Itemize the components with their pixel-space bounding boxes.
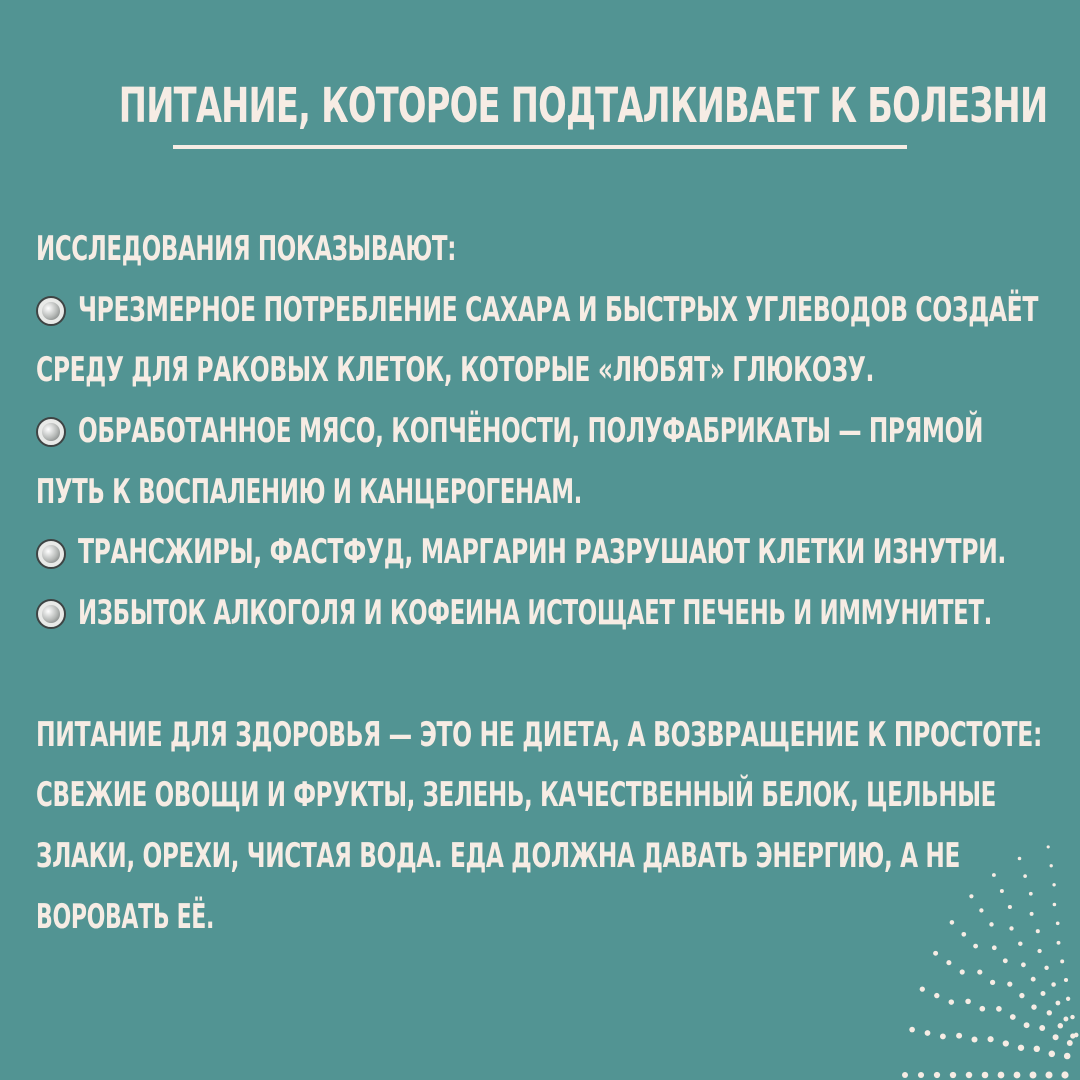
research-item-2: ОБРАБОТАННОЕ МЯСО, КОПЧЁНОСТИ, ПОЛУФАБРИКАТЫ — ПРЯМОЙ <box>36 401 1046 462</box>
pattern-dot <box>998 1072 1005 1079</box>
pattern-dot <box>1060 959 1064 963</box>
pattern-dot <box>1007 981 1012 986</box>
post-title: ПИТАНИЕ, КОТОРОЕ ПОДТАЛКИВАЕТ К БОЛЕЗНИ <box>118 78 1048 134</box>
pattern-dot <box>1040 991 1045 996</box>
pattern-dot <box>1031 977 1036 982</box>
pattern-dot <box>1058 1023 1063 1028</box>
pattern-dot <box>996 1006 1002 1012</box>
pattern-dot <box>1024 1022 1030 1028</box>
pattern-dot <box>934 993 939 998</box>
pattern-dot <box>979 1006 985 1012</box>
radio-bullet-icon <box>36 417 66 447</box>
pattern-dot <box>940 1033 946 1039</box>
pattern-dot <box>1047 1010 1052 1015</box>
pattern-dot <box>1003 1040 1009 1046</box>
pattern-dot <box>934 1072 940 1078</box>
research-item-1-continuation: СРЕДУ ДЛЯ РАКОВЫХ КЛЕТОК, КОТОРЫЕ «ЛЮБЯТ» ГЛЮКОЗУ. <box>36 350 874 391</box>
pattern-dot <box>1047 845 1050 848</box>
pattern-dot <box>1066 997 1070 1001</box>
pattern-dot <box>1053 1034 1059 1040</box>
pattern-dot <box>1050 864 1053 867</box>
pattern-dot <box>1003 958 1008 963</box>
pattern-dot <box>982 1072 989 1079</box>
conclusion-line-4: ВОРОВАТЬ ЕЁ. <box>36 896 214 937</box>
pattern-dot <box>920 986 925 991</box>
pattern-dot <box>918 1072 924 1078</box>
pattern-dot <box>1056 921 1060 925</box>
pattern-dot <box>977 970 982 975</box>
pattern-dot <box>1021 962 1026 967</box>
pattern-dot <box>1061 1071 1068 1078</box>
pattern-dot <box>990 980 995 985</box>
conclusion-line-1: ПИТАНИЕ ДЛЯ ЗДОРОВЬЯ — ЭТО НЕ ДИЕТА, А ВОЗВРАЩЕНИЕ К ПРОСТОТЕ: <box>36 714 1042 755</box>
radio-bullet-icon <box>36 599 66 629</box>
pattern-dot <box>971 1036 977 1042</box>
pattern-dot <box>965 999 971 1005</box>
pattern-dot <box>1049 1051 1056 1058</box>
research-item-3: ТРАНСЖИРЫ, ФАСТФУД, МАРГАРИН РАЗРУШАЮТ КЛЕТКИ ИЗНУТРИ. <box>36 522 1046 583</box>
pattern-dot <box>1030 1072 1037 1079</box>
post-body <box>36 219 1046 947</box>
paragraph-gap <box>36 644 1046 705</box>
pattern-dot <box>1070 1033 1075 1038</box>
pattern-dot <box>946 960 951 965</box>
pattern-dot <box>1070 1015 1074 1019</box>
pattern-dot <box>1019 993 1024 998</box>
pattern-dot <box>1074 1033 1079 1038</box>
pattern-dot <box>1018 1045 1024 1051</box>
pattern-dot <box>925 1030 931 1036</box>
conclusion-line-3: ЗЛАКИ, ОРЕХИ, ЧИСТАЯ ВОДА. ЕДА ДОЛЖНА ДАВАТЬ ЭНЕРГИЮ, А НЕ <box>36 835 960 876</box>
pattern-dot <box>1052 883 1055 886</box>
pattern-dot <box>1063 1017 1068 1022</box>
pattern-dot <box>933 951 938 956</box>
radio-bullet-icon <box>36 539 66 569</box>
pattern-dot <box>1057 941 1061 945</box>
pattern-dot <box>949 999 955 1005</box>
pattern-dot <box>1051 982 1056 987</box>
pattern-dot <box>902 1072 908 1078</box>
pattern-dot <box>1039 1025 1045 1031</box>
pattern-dot <box>1031 1004 1036 1009</box>
research-item-1: ЧРЕЗМЕРНОЕ ПОТРЕБЛЕНИЕ САХАРА И БЫСТРЫХ УГЛЕВОДОВ СОЗДАЁТ <box>36 280 1046 341</box>
pattern-dot <box>1044 966 1048 970</box>
radio-bullet-icon <box>36 296 66 326</box>
title-underline <box>173 145 907 149</box>
pattern-dot <box>1034 1046 1040 1052</box>
pattern-dot <box>960 969 965 974</box>
pattern-dot <box>909 1027 915 1033</box>
research-intro: ИССЛЕДОВАНИЯ ПОКАЗЫВАЮТ: <box>36 229 456 269</box>
pattern-dot <box>1055 1001 1060 1006</box>
pattern-dot <box>966 1072 972 1078</box>
pattern-dot <box>956 1033 962 1039</box>
pattern-dot <box>1067 1040 1073 1046</box>
pattern-dot <box>988 1036 994 1042</box>
pattern-dot <box>1053 903 1057 907</box>
pattern-dot <box>1014 1072 1021 1079</box>
research-item-2-continuation: ПУТЬ К ВОСПАЛЕНИЮ И КАНЦЕРОГЕНАМ. <box>36 471 582 512</box>
pattern-dot <box>1010 1014 1016 1020</box>
conclusion-line-2: СВЕЖИЕ ОВОЩИ И ФРУКТЫ, ЗЕЛЕНЬ, КАЧЕСТВЕННЫЙ БЕЛОК, ЦЕЛЬНЫЕ <box>36 775 996 816</box>
pattern-dot <box>950 1072 956 1078</box>
pattern-dot <box>1037 949 1041 953</box>
research-item-4: ИЗБЫТОК АЛКОГОЛЯ И КОФЕИНА ИСТОЩАЕТ ПЕЧЕНЬ И ИММУНИТЕТ. <box>36 583 1046 644</box>
pattern-dot <box>1045 1071 1052 1078</box>
pattern-dot <box>1064 978 1068 982</box>
pattern-dot <box>1064 1053 1071 1060</box>
